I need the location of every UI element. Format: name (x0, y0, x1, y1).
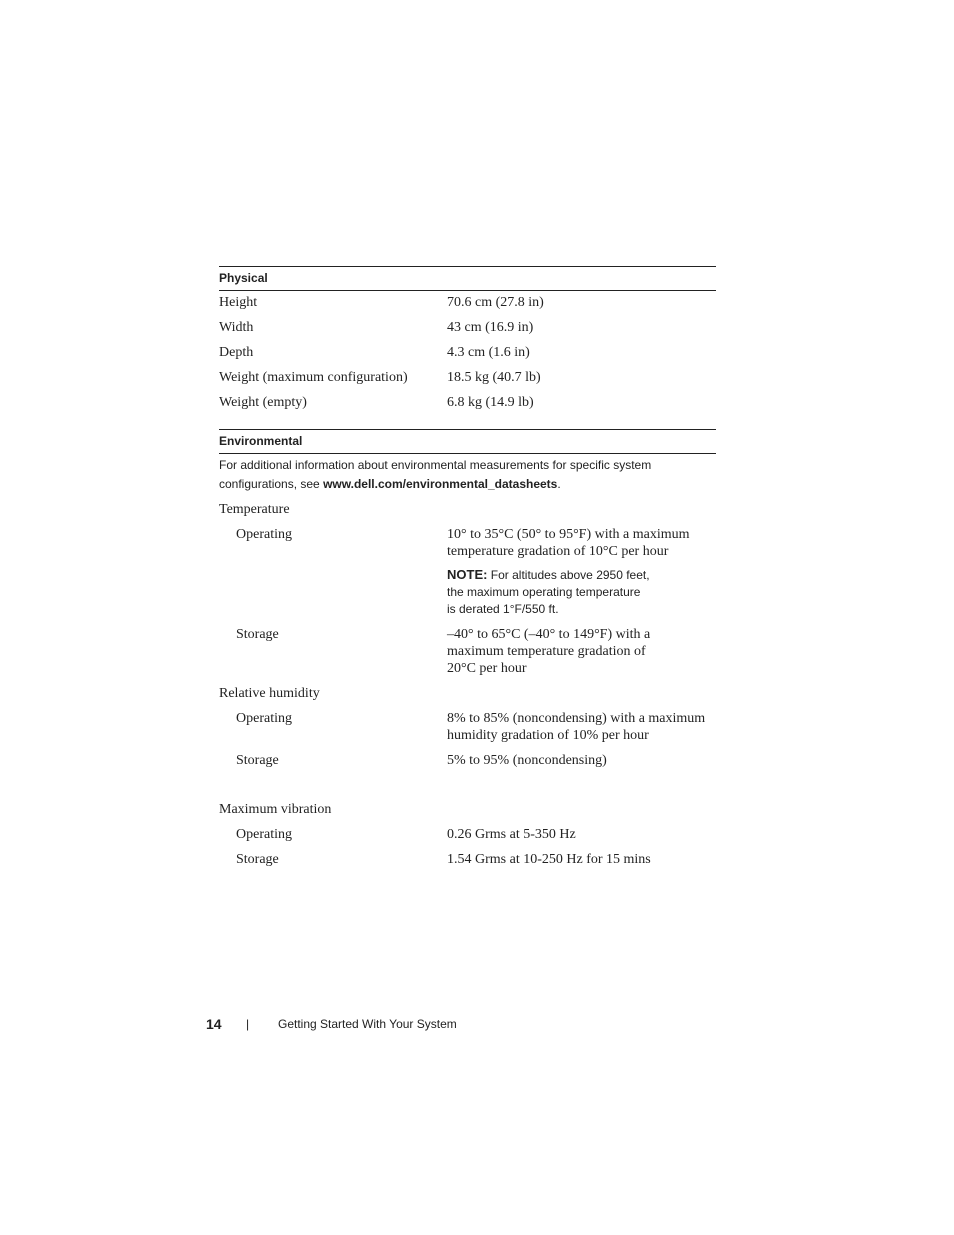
temp-operating-line1: 10° to 35°C (50° to 95°F) with a maximum (447, 527, 690, 542)
vibration-label: Maximum vibration (219, 802, 332, 817)
note-line1: For altitudes above 2950 feet, (490, 568, 650, 582)
datasheets-link[interactable]: www.dell.com/environmental_datasheets (323, 477, 558, 491)
note-line2: the maximum operating temperature (447, 585, 641, 599)
humidity-storage-label: Storage (236, 753, 279, 768)
weight-max-label: Weight (maximum configuration) (219, 370, 408, 385)
height-label: Height (219, 295, 258, 310)
humidity-operating-line1: 8% to 85% (noncondensing) with a maximum (447, 711, 706, 726)
weight-empty-value: 6.8 kg (14.9 lb) (447, 395, 534, 410)
width-label: Width (219, 320, 254, 335)
humidity-operating-label: Operating (236, 711, 292, 726)
temp-operating-label: Operating (236, 527, 292, 542)
environmental-intro (219, 456, 716, 494)
depth-value: 4.3 cm (1.6 in) (447, 345, 530, 360)
vibration-operating-value: 0.26 Grms at 5-350 Hz (447, 827, 576, 842)
note-label: NOTE: (447, 567, 488, 582)
humidity-storage-value: 5% to 95% (noncondensing) (447, 753, 607, 768)
temp-storage-line2: maximum temperature gradation of (447, 644, 646, 659)
temp-operating-line2: temperature gradation of 10°C per hour (447, 544, 669, 559)
temperature-label: Temperature (219, 502, 290, 517)
humidity-operating-value (447, 710, 717, 744)
physical-heading: Physical (219, 266, 716, 291)
depth-label: Depth (219, 345, 254, 360)
temp-storage-value (447, 626, 717, 677)
footer-title: Getting Started With Your System (278, 1017, 457, 1031)
temp-storage-line3: 20°C per hour (447, 661, 527, 676)
weight-empty-label: Weight (empty) (219, 395, 307, 410)
vibration-storage-value: 1.54 Grms at 10-250 Hz for 15 mins (447, 852, 651, 867)
note-line3: is derated 1°F/550 ft. (447, 602, 559, 616)
environmental-heading: Environmental (219, 429, 716, 454)
temp-note (447, 566, 707, 618)
vibration-operating-label: Operating (236, 827, 292, 842)
intro-text: For additional information about environmental measurements for specific system configurations, see (219, 458, 652, 491)
humidity-label: Relative humidity (219, 686, 320, 701)
temp-storage-label: Storage (236, 627, 279, 642)
temp-storage-line1: –40° to 65°C (–40° to 149°F) with a (447, 627, 651, 642)
width-value: 43 cm (16.9 in) (447, 320, 534, 335)
weight-max-value: 18.5 kg (40.7 lb) (447, 370, 541, 385)
footer-separator: | (246, 1017, 250, 1031)
humidity-operating-line2: humidity gradation of 10% per hour (447, 728, 649, 743)
vibration-storage-label: Storage (236, 852, 279, 867)
page-number: 14 (206, 1016, 222, 1032)
height-value: 70.6 cm (27.8 in) (447, 295, 544, 310)
temp-operating-value (447, 526, 717, 560)
intro-period: . (557, 477, 561, 491)
